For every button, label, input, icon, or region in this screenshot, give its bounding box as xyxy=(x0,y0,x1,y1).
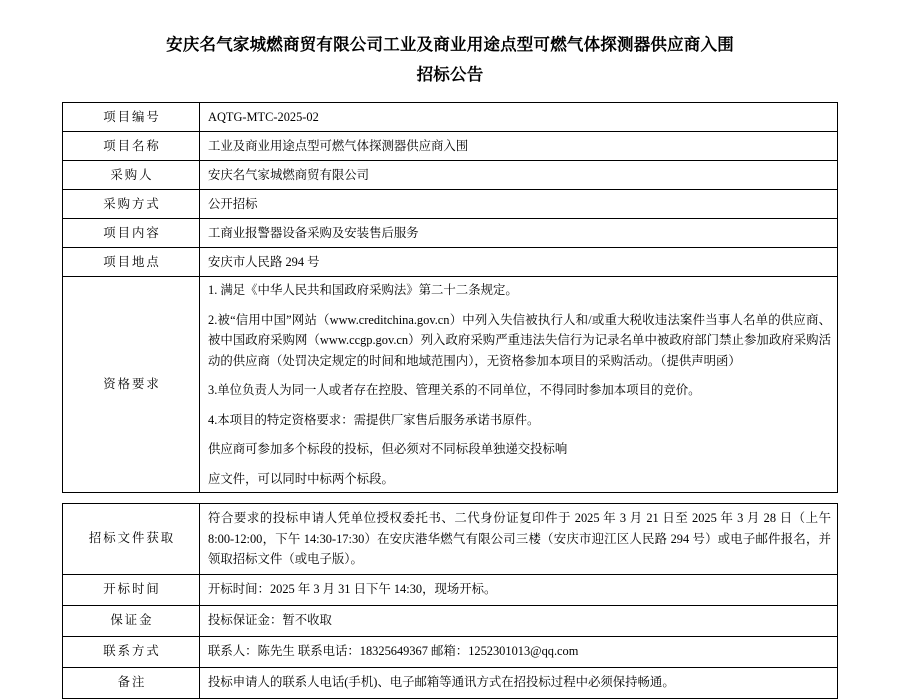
table-row xyxy=(63,605,838,636)
table-row xyxy=(63,190,838,219)
table-row xyxy=(63,636,838,667)
table-row xyxy=(63,504,838,575)
table-row-qualification xyxy=(63,277,838,493)
table-divider-gap xyxy=(62,493,838,503)
page-title xyxy=(62,30,838,90)
qualification-paragraph: 供应商可参加多个标段的投标，但必须对不同标段单独递交投标响 xyxy=(208,442,568,456)
row-label-purchaser: 采购人 xyxy=(63,161,200,190)
row-label-remarks: 备注 xyxy=(63,667,200,698)
row-label-bid-opening-time: 开标时间 xyxy=(63,574,200,605)
announcement-table-bottom xyxy=(62,503,838,699)
announcement-table-top xyxy=(62,102,838,493)
row-value-remarks: 投标申请人的联系人电话(手机)、电子邮箱等通讯方式在招投标过程中必须保持畅通。 xyxy=(200,667,838,698)
row-label-project-location: 项目地点 xyxy=(63,248,200,277)
qualification-paragraph: 3.单位负责人为同一人或者存在控股、管理关系的不同单位，不得同时参加本项目的竞价。 xyxy=(208,383,701,397)
row-label-doc-acquisition: 招标文件获取 xyxy=(63,504,200,575)
qualification-paragraph: 1. 满足《中华人民共和国政府采购法》第二十二条规定。 xyxy=(208,283,518,297)
row-value-project-location: 安庆市人民路 294 号 xyxy=(200,248,838,277)
row-value-doc-acquisition xyxy=(200,504,838,575)
row-value-project-content: 工商业报警器设备采购及安装售后服务 xyxy=(200,219,838,248)
table-row xyxy=(63,103,838,132)
row-value-bid-opening-time: 开标时间：2025 年 3 月 31 日下午 14:30，现场开标。 xyxy=(200,574,838,605)
row-value-purchase-method: 公开招标 xyxy=(200,190,838,219)
row-value-purchaser: 安庆名气家城燃商贸有限公司 xyxy=(200,161,838,190)
row-value-project-code: AQTG-MTC-2025-02 xyxy=(200,103,838,132)
page-title-line1: 安庆名气家城燃商贸有限公司工业及商业用途点型可燃气体探测器供应商入围 xyxy=(166,35,734,54)
table-row xyxy=(63,574,838,605)
row-label-qualification: 资格要求 xyxy=(63,277,200,493)
table-row xyxy=(63,132,838,161)
qualification-paragraph: 4.本项目的特定资格要求：需提供厂家售后服务承诺书原件。 xyxy=(208,412,540,427)
row-label-purchase-method: 采购方式 xyxy=(63,190,200,219)
table-row xyxy=(63,161,838,190)
row-value-deposit: 投标保证金：暂不收取 xyxy=(200,605,838,636)
row-label-deposit: 保证金 xyxy=(63,605,200,636)
qualification-paragraph: 应文件，可以同时中标两个标段。 xyxy=(208,471,394,486)
row-value-contact: 联系人：陈先生 联系电话：18325649367 邮箱：1252301013@qq.com xyxy=(200,636,838,667)
row-label-project-code: 项目编号 xyxy=(63,103,200,132)
page-title-line2: 招标公告 xyxy=(416,65,484,84)
table-row xyxy=(63,219,838,248)
table-row xyxy=(63,667,838,698)
row-label-project-content: 项目内容 xyxy=(63,219,200,248)
row-label-project-name: 项目名称 xyxy=(63,132,200,161)
doc-acquisition-text: 符合要求的投标申请人凭单位授权委托书、二代身份证复印件于 2025 年 3 月 21 日至 2025 年 3 月 28 日（上午 8:00-12:00，下午 14:30-17:30）在安庆港华燃气有限公司三楼（安庆市迎江区人民路 294 号）或电子邮件报名，并领取招标文件（或电子版）。 xyxy=(208,511,831,566)
row-value-qualification xyxy=(200,277,838,493)
row-label-contact: 联系方式 xyxy=(63,636,200,667)
row-value-project-name: 工业及商业用途点型可燃气体探测器供应商入围 xyxy=(200,132,838,161)
table-row xyxy=(63,248,838,277)
qualification-paragraph: 2.被“信用中国”网站（www.creditchina.gov.cn）中列入失信被执行人和/或重大税收违法案件当事人名单的供应商、被中国政府采购网（www.ccgp.gov.cn）列入政府采购严重违法失信行为记录名单中被政府部门禁止参加政府采购活动的供应商（处罚决定规定的时间和地域范围内），无资格参加本项目的采购活动。（提供声明函） xyxy=(208,312,831,368)
